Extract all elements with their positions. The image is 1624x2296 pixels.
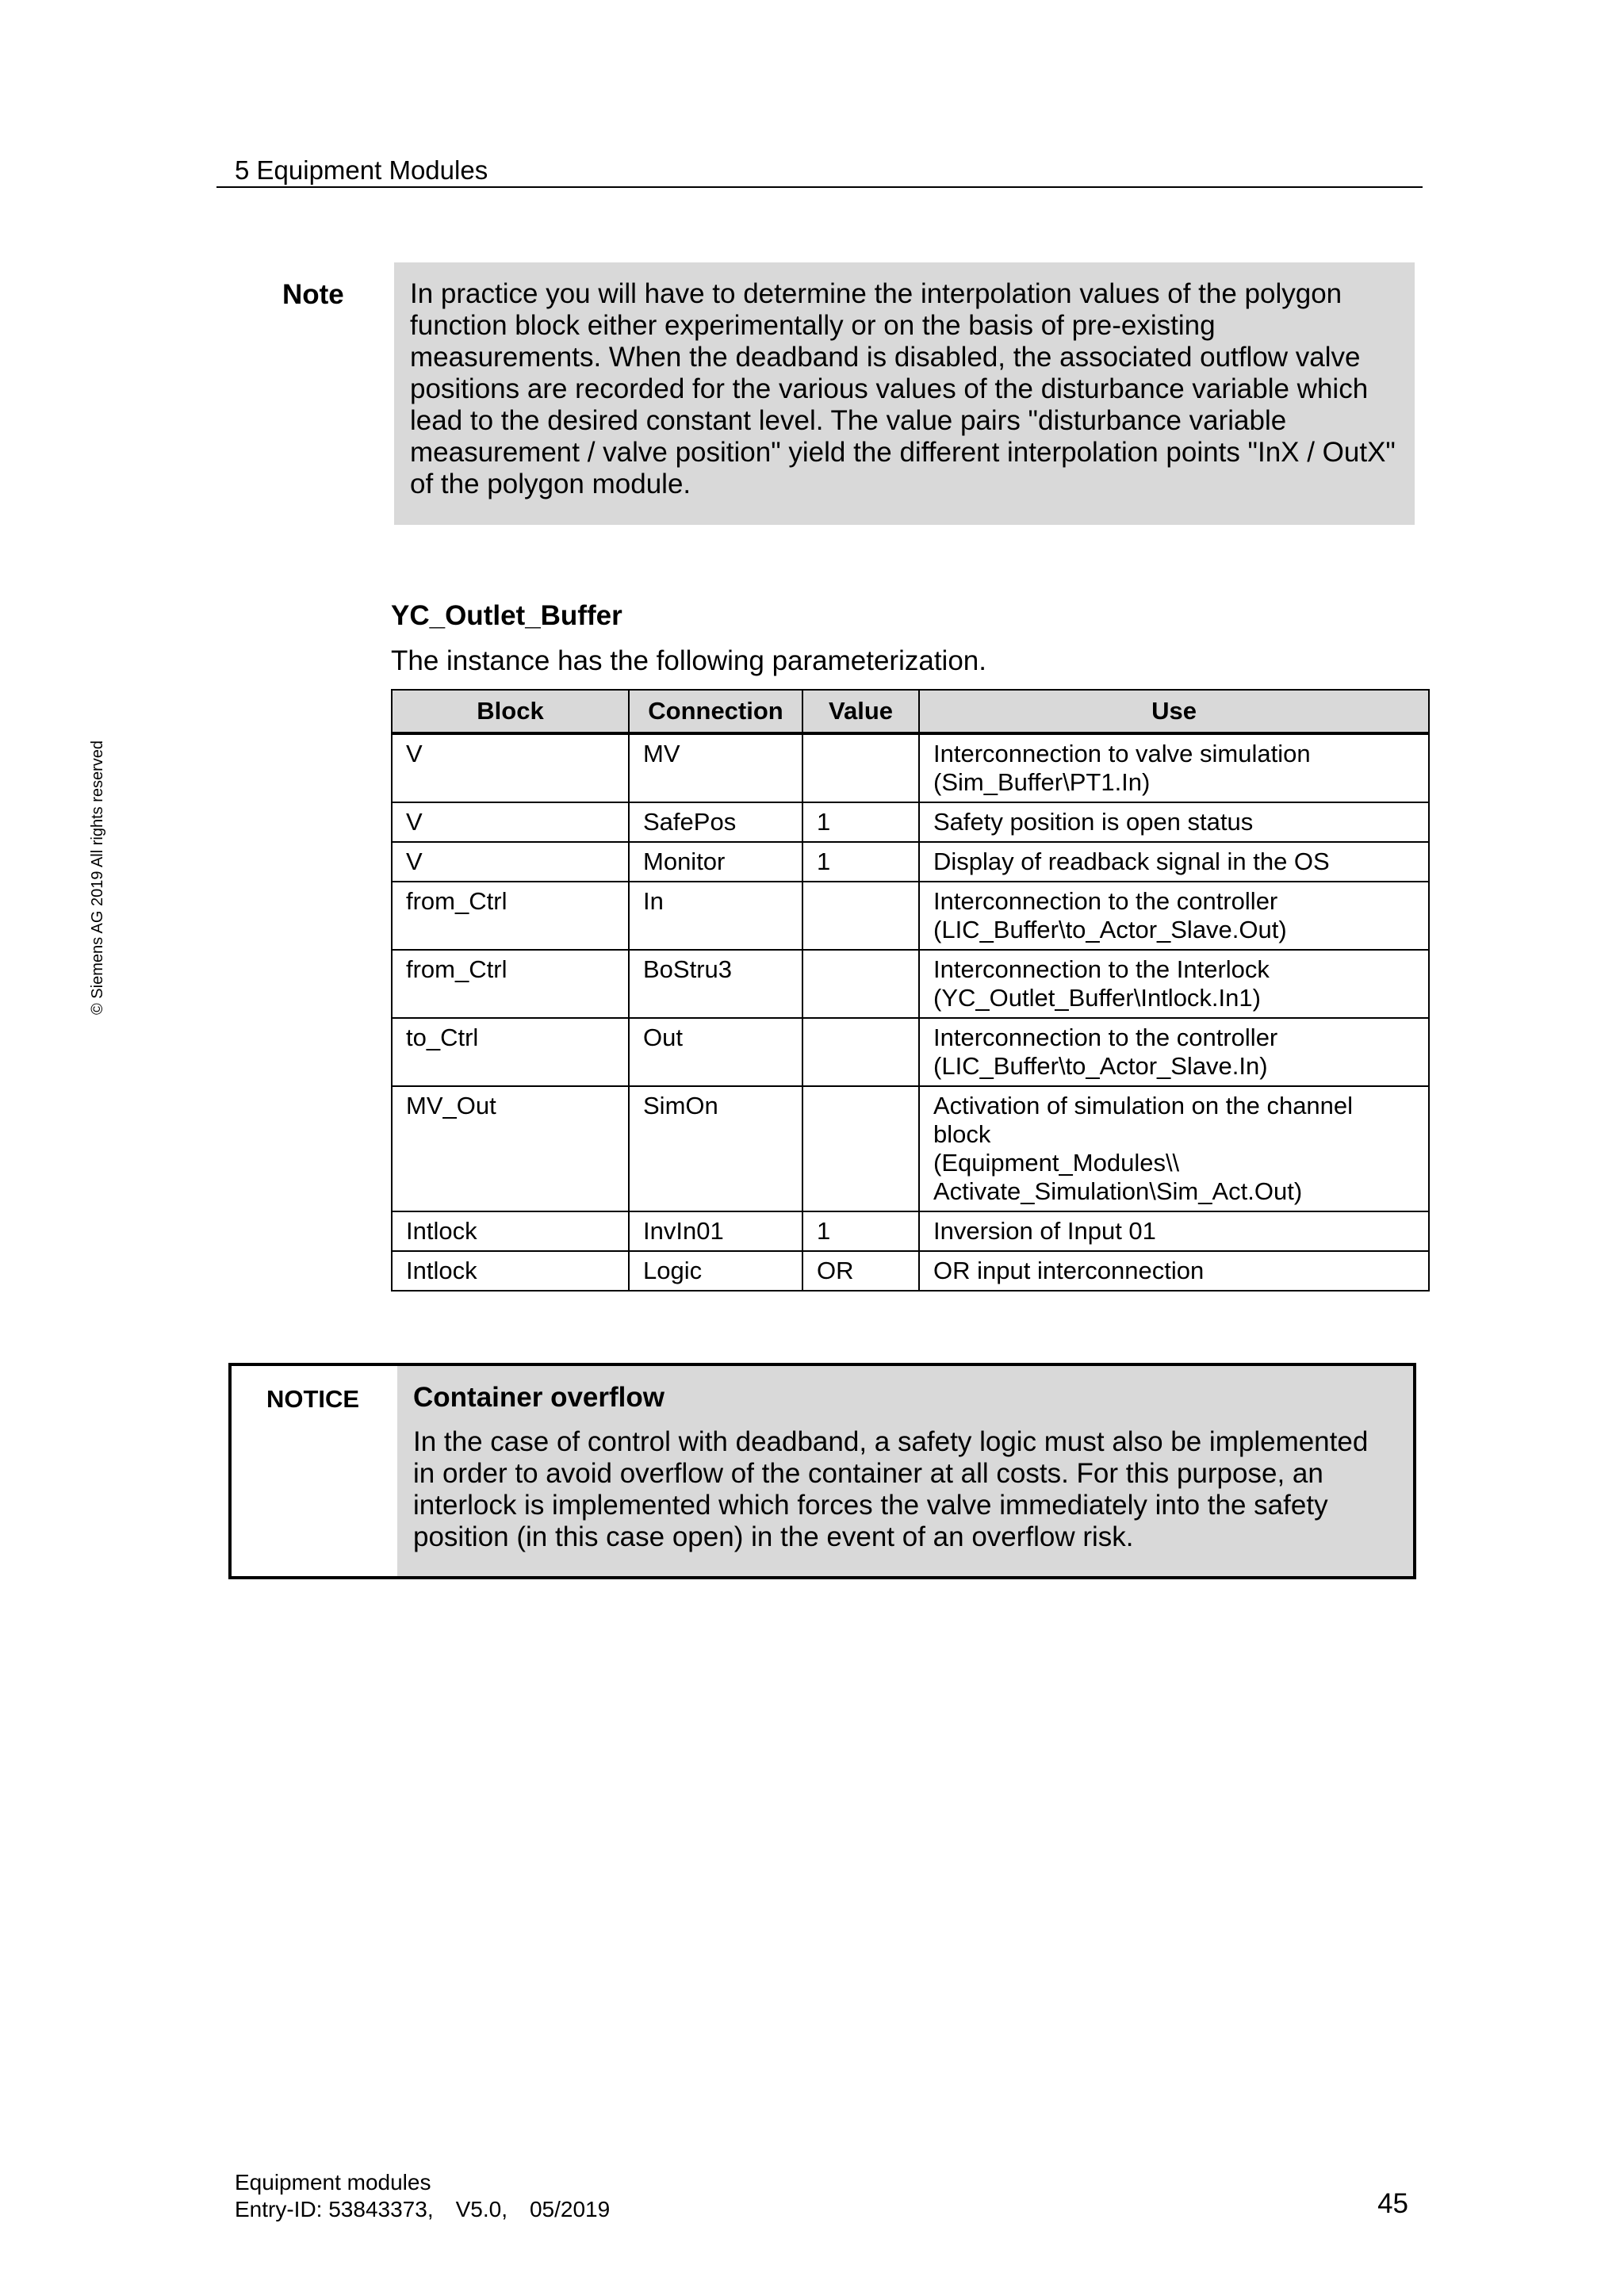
cell-block: from_Ctrl (392, 882, 629, 950)
footer-version: V5.0, (455, 2197, 508, 2221)
cell-block: V (392, 802, 629, 842)
table-row (392, 1086, 1429, 1211)
cell-connection: Logic (629, 1251, 802, 1291)
header-block: Block (392, 690, 629, 733)
section-intro: The instance has the following parameterization. (391, 645, 986, 676)
cell-value (802, 1018, 919, 1086)
cell-value (802, 1086, 919, 1211)
cell-use: Interconnection to the controller (LIC_Buffer\to_Actor_Slave.In) (919, 1018, 1429, 1086)
copyright-text: © Siemens AG 2019 All rights reserved (89, 740, 106, 1015)
cell-connection: Monitor (629, 842, 802, 882)
notice-title: Container overflow (413, 1382, 665, 1413)
footer-entry-id: Entry-ID: 53843373, (235, 2197, 434, 2221)
header-value: Value (802, 690, 919, 733)
footer-doc-title: Equipment modules (235, 2170, 431, 2195)
table-row (392, 733, 1429, 802)
table-row (392, 950, 1429, 1018)
cell-connection: InvIn01 (629, 1211, 802, 1251)
cell-use: Inversion of Input 01 (919, 1211, 1429, 1251)
section-title: YC_Outlet_Buffer (391, 600, 622, 631)
note-label: Note (282, 279, 344, 310)
note-text: In practice you will have to determine the interpolation values of the polygon function block either experimentally or on the basis of pre-existing measurements. When the deadband is disabled, the associated outflow valve positions are recorded for the various values of the disturbance variable which lead to the desired constant level. The value pairs "disturbance variable measurement / valve position" yield the different interpolation points "InX / OutX" of the polygon module. (410, 278, 1396, 499)
running-header: 5 Equipment Modules (235, 155, 488, 185)
cell-connection: In (629, 882, 802, 950)
notice-content (397, 1366, 1413, 1576)
cell-connection: SafePos (629, 802, 802, 842)
table-row (392, 1018, 1429, 1086)
cell-use: Interconnection to the Interlock (YC_Outlet_Buffer\Intlock.In1) (919, 950, 1429, 1018)
table-row (392, 882, 1429, 950)
table-body (392, 733, 1429, 1291)
footer-date: 05/2019 (529, 2197, 611, 2221)
table-row (392, 1251, 1429, 1291)
cell-use: Display of readback signal in the OS (919, 842, 1429, 882)
cell-value: 1 (802, 1211, 919, 1251)
cell-use: Safety position is open status (919, 802, 1429, 842)
cell-value: 1 (802, 802, 919, 842)
cell-use: Interconnection to valve simulation (Sim_Buffer\PT1.In) (919, 733, 1429, 802)
table-row (392, 1211, 1429, 1251)
cell-value: OR (802, 1251, 919, 1291)
header-connection: Connection (629, 690, 802, 733)
cell-block: V (392, 842, 629, 882)
cell-value (802, 950, 919, 1018)
notice-box (228, 1363, 1416, 1579)
cell-block: V (392, 733, 629, 802)
cell-connection: SimOn (629, 1086, 802, 1211)
cell-connection: Out (629, 1018, 802, 1086)
cell-block: to_Ctrl (392, 1018, 629, 1086)
cell-value (802, 882, 919, 950)
note-box (394, 262, 1415, 525)
cell-use: Activation of simulation on the channel block (Equipment_Modules\\ Activate_Simulation\Sim_Act.Out) (919, 1086, 1429, 1211)
cell-block: Intlock (392, 1211, 629, 1251)
table-header-row (392, 690, 1429, 733)
cell-value (802, 733, 919, 802)
notice-text: In the case of control with deadband, a safety logic must also be implemented in order to avoid overflow of the container at all costs. For this purpose, an interlock is implemented which forces the valve immediately into the safety position (in this case open) in the event of an overflow risk. (413, 1426, 1369, 1552)
table-row (392, 842, 1429, 882)
table-row (392, 802, 1429, 842)
parameter-table (391, 689, 1430, 1292)
header-rule (216, 186, 1423, 188)
cell-use: OR input interconnection (919, 1251, 1429, 1291)
cell-value: 1 (802, 842, 919, 882)
cell-block: MV_Out (392, 1086, 629, 1211)
cell-block: Intlock (392, 1251, 629, 1291)
cell-connection: MV (629, 733, 802, 802)
footer-meta (235, 2196, 632, 2223)
page-number: 45 (1377, 2188, 1408, 2219)
cell-use: Interconnection to the controller (LIC_Buffer\to_Actor_Slave.Out) (919, 882, 1429, 950)
cell-block: from_Ctrl (392, 950, 629, 1018)
footer (235, 2169, 632, 2223)
header-use: Use (919, 690, 1429, 733)
notice-label: NOTICE (266, 1385, 360, 1413)
cell-connection: BoStru3 (629, 950, 802, 1018)
